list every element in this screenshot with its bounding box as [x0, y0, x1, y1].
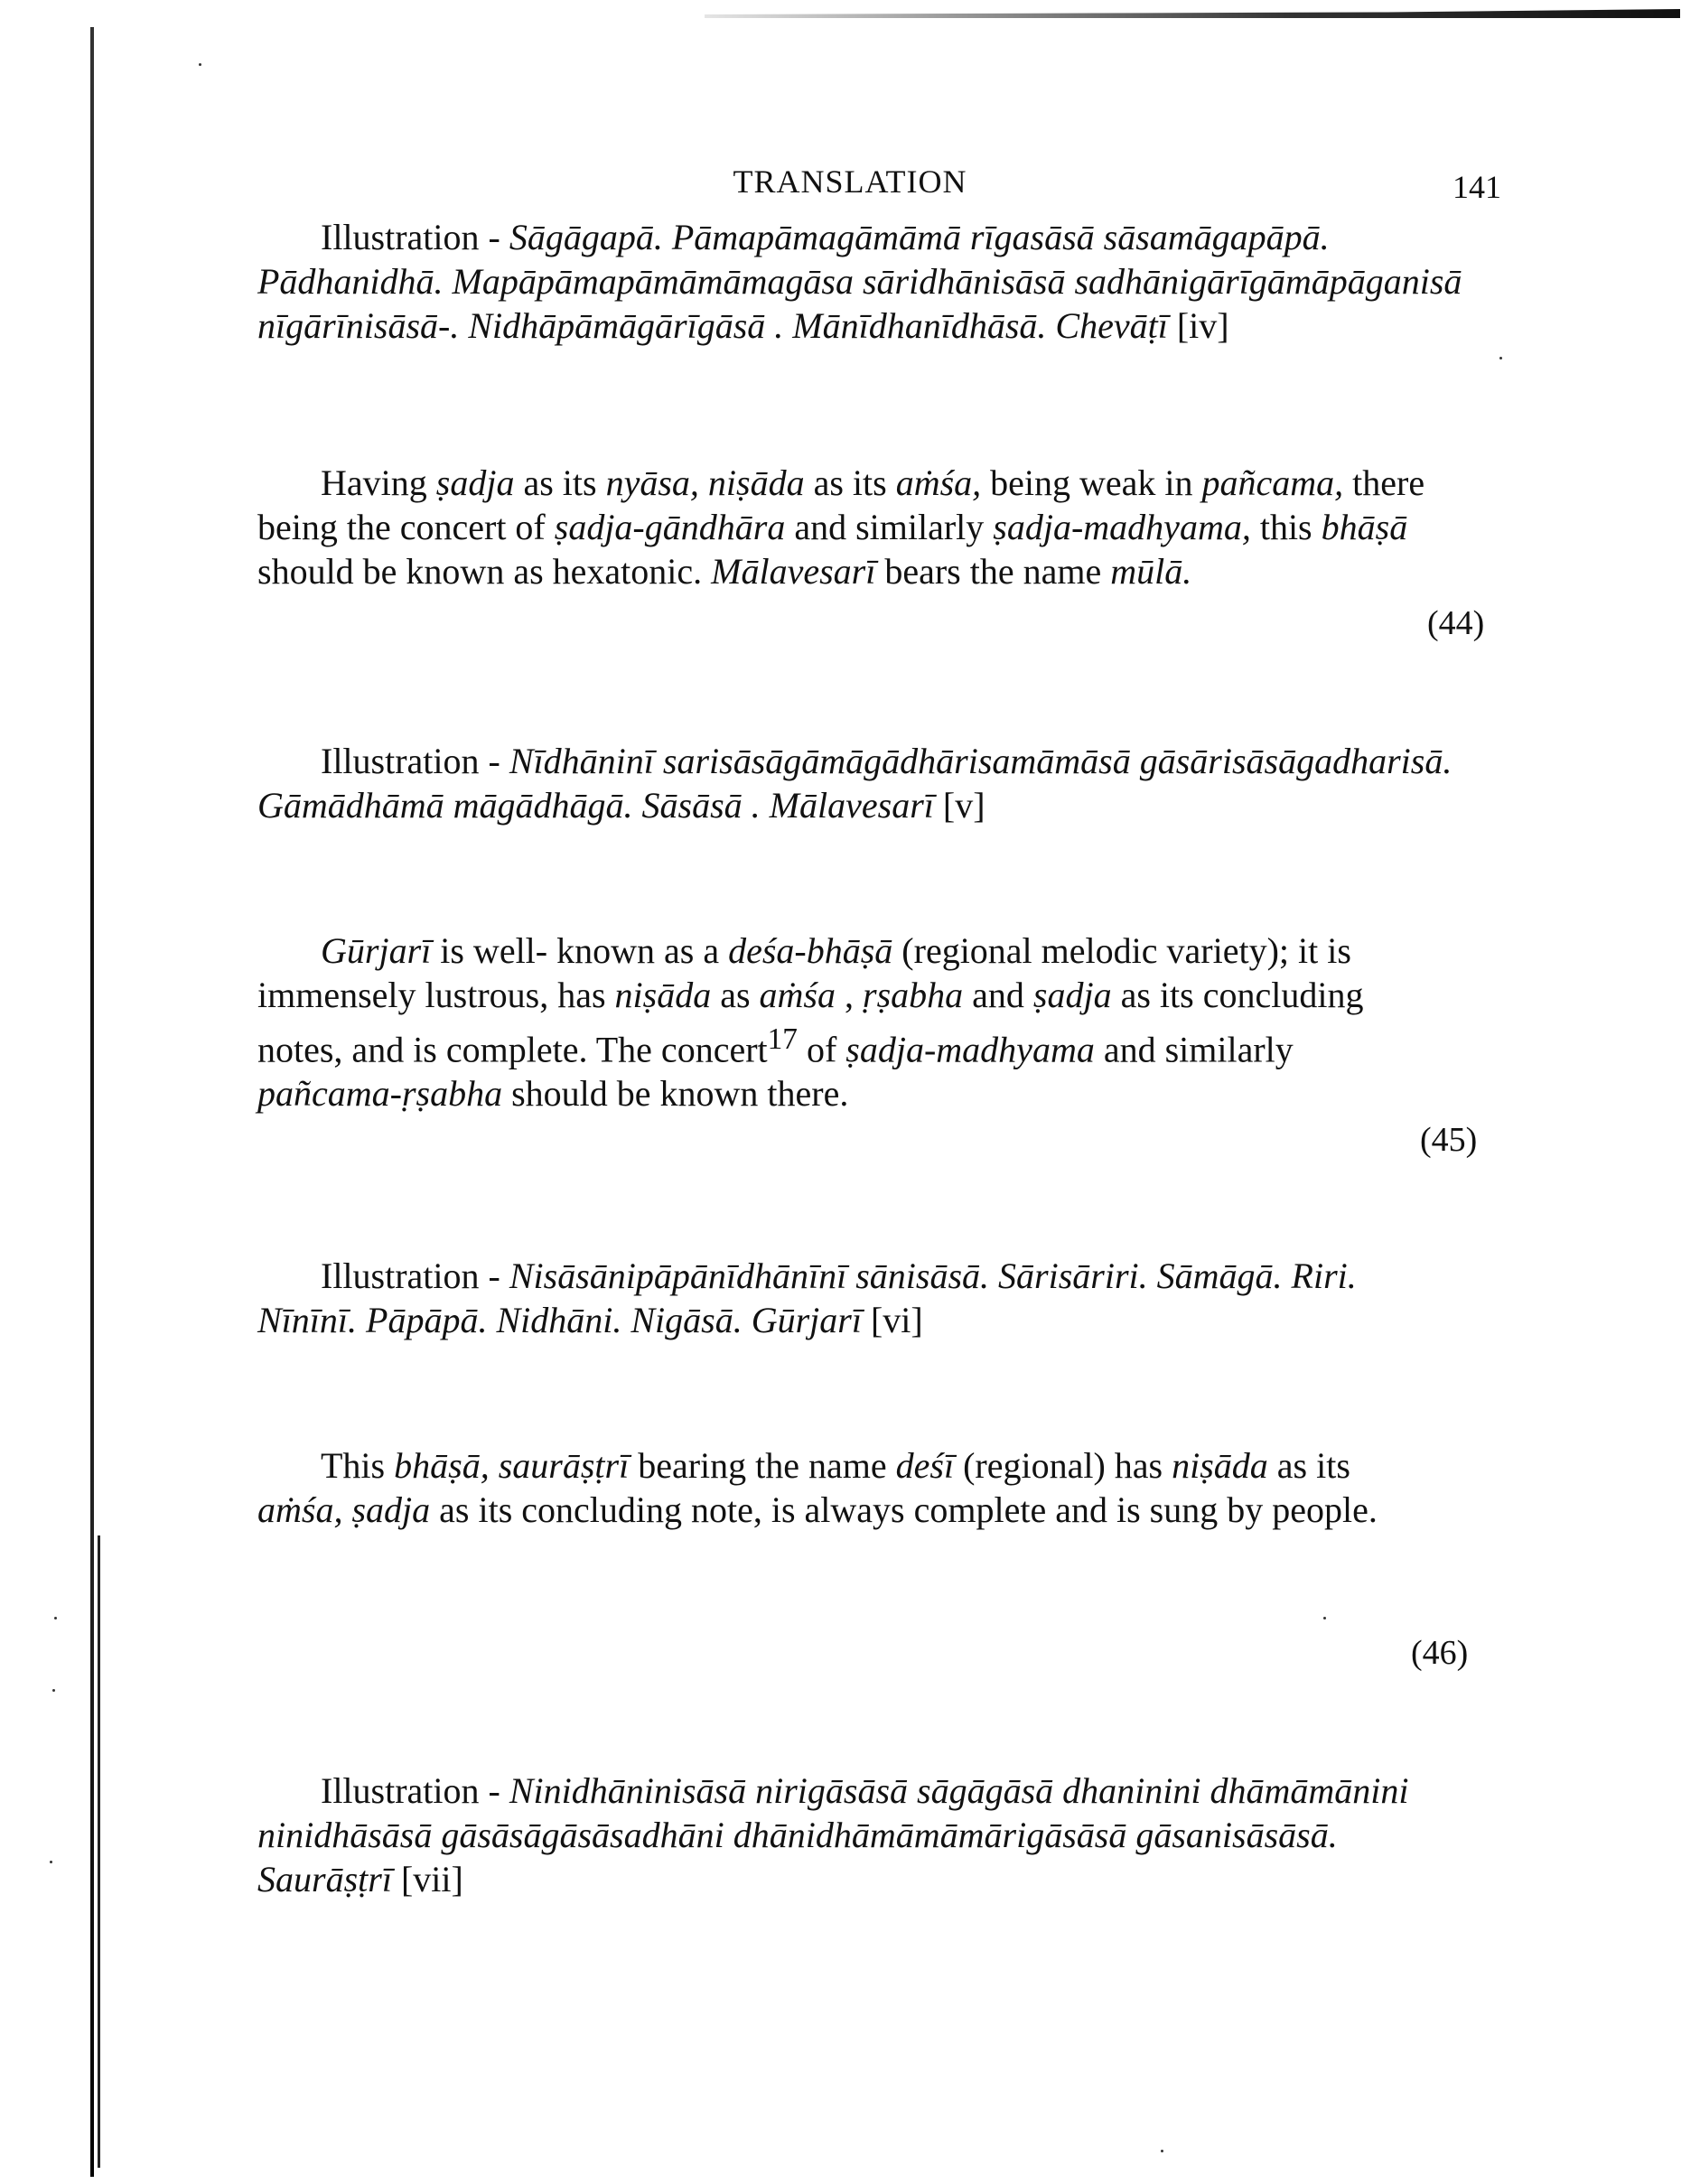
italic-term: ninidhāsāsā gāsāsāgāsāsadhāni dhānidhāmāmāmārigāsāsā gāsanisāsāsā. [257, 1815, 1338, 1855]
text-run: and [963, 975, 1033, 1015]
text-line [257, 783, 1504, 827]
italic-term: bhāṣā [1321, 507, 1408, 547]
text-run: should be known there. [502, 1073, 849, 1115]
text-run: is well- known as a [431, 930, 729, 971]
text-line [257, 303, 1504, 348]
italic-term: deśa-bhāṣā [728, 930, 893, 971]
scan-speck [50, 1861, 52, 1863]
verse-number-44: (44) [1427, 604, 1485, 642]
italic-term: ṣadja [1032, 975, 1112, 1015]
text-run: [vii] [391, 1859, 463, 1899]
text-line [257, 1857, 1504, 1901]
text-run: [vi] [861, 1300, 923, 1340]
italic-term: bhāṣā, saurāṣṭrī [394, 1445, 630, 1486]
running-header-title: TRANSLATION [733, 163, 967, 200]
text-run: Illustration - [321, 217, 509, 257]
italic-term: niṣāda [1172, 1445, 1268, 1486]
italic-term: Nīnīnī. Pāpāpā. Nidhāni. Nigāsā. Gūrjarī [257, 1300, 862, 1340]
italic-term: aṁśa, ṣadja [257, 1489, 431, 1530]
page-number: 141 [1452, 169, 1501, 205]
text-run: Illustration - [321, 1770, 509, 1811]
text-run: as its [804, 462, 896, 503]
italic-term: ṣadja-gāndhāra [554, 507, 786, 547]
text-line [257, 1017, 1504, 1071]
text-run: Illustration - [321, 1255, 509, 1296]
italic-term: Nisāsānipāpānīdhānīnī sānisāsā. Sārisāriri. Sāmāgā. Riri. [509, 1255, 1357, 1296]
italic-term: Nīdhāninī sarisāsāgāmāgādhārisamāmāsā gāsārisāsāgadharisā. [509, 741, 1452, 781]
italic-term: deśī [895, 1445, 955, 1486]
italic-term: Gāmādhāmā māgādhāgā. Sāsāsā . Mālavesarī [257, 785, 934, 826]
text-run: and similarly [1094, 1029, 1294, 1070]
text-line [257, 1769, 1504, 1813]
binding-edge-shadow-lower [98, 1535, 100, 2168]
scan-speck [52, 1689, 55, 1692]
verse-46-paragraph [257, 1443, 1504, 1532]
text-run: (regional) has [954, 1445, 1172, 1486]
scan-speck [199, 63, 201, 66]
text-run: as its [514, 462, 606, 503]
text-line [257, 215, 1504, 259]
text-run: notes, and is complete. The concert [257, 1029, 768, 1070]
text-run: immensely lustrous, has [257, 975, 615, 1015]
text-run: Having [321, 462, 436, 503]
italic-term: ṣadja-madhyama, [993, 507, 1251, 547]
italic-term: Mālavesarī [711, 551, 876, 592]
text-run: Illustration - [321, 741, 509, 781]
text-line [257, 549, 1504, 593]
italic-term: pañcama-ṛṣabha [257, 1073, 503, 1115]
text-run: being the concert of [257, 507, 555, 547]
text-run: of [797, 1029, 846, 1070]
text-line [257, 929, 1504, 973]
text-run: [v] [933, 785, 985, 826]
verse-number-45: (45) [1420, 1121, 1478, 1159]
italic-term: Ninidhāninisāsā nirigāsāsā sāgāgāsā dhaninini dhāmāmānini [509, 1770, 1409, 1811]
italic-term: nyāsa, niṣāda [605, 462, 805, 503]
italic-term: Pādhanidhā. Mapāpāmapāmāmāmagāsa sāridhānisāsā sadhānigārīgāmāpāganisā [257, 261, 1462, 302]
italic-term: Gūrjarī [321, 930, 432, 971]
italic-term: aṁśa [759, 975, 836, 1015]
footnote-marker: 17 [767, 1022, 798, 1056]
text-line [257, 259, 1504, 303]
illustration-v-paragraph [257, 739, 1504, 827]
text-line [257, 1298, 1504, 1342]
text-run: as its concluding note, is always complete and is sung by people. [430, 1489, 1378, 1530]
italic-term: mūlā. [1110, 551, 1192, 592]
text-line [257, 461, 1504, 505]
text-run: (regional melodic variety); it is [892, 930, 1351, 971]
text-run: [iv] [1167, 305, 1229, 346]
scan-speck [1499, 357, 1502, 359]
top-scan-smudge [705, 9, 1680, 18]
text-line [257, 1254, 1504, 1298]
text-run: this [1250, 507, 1322, 547]
text-run: as [711, 975, 760, 1015]
illustration-vii-paragraph [257, 1769, 1504, 1901]
text-line [257, 1813, 1504, 1857]
scan-speck [54, 1617, 57, 1619]
illustration-vi-paragraph [257, 1254, 1504, 1342]
text-run: and similarly [785, 507, 994, 547]
verse-number-46: (46) [1411, 1634, 1469, 1672]
text-line [257, 1443, 1504, 1488]
text-run: as its concluding [1111, 975, 1364, 1015]
italic-term: ṣadja [435, 462, 515, 503]
text-run: bearing the name [629, 1445, 896, 1486]
italic-term: aṁśa, [895, 462, 982, 503]
verse-44-paragraph [257, 461, 1504, 593]
text-run: This [321, 1445, 395, 1486]
text-run: being weak in [981, 462, 1202, 503]
italic-term: ṛṣabha [863, 975, 964, 1015]
text-line [257, 739, 1504, 783]
italic-term: ṣadja-madhyama [845, 1029, 1095, 1070]
binding-edge-shadow [90, 27, 94, 2177]
verse-45-paragraph [257, 929, 1504, 1115]
text-line [257, 1488, 1504, 1532]
italic-term: nīgārīnisāsā-. Nidhāpāmāgārīgāsā . Mānīdhanīdhāsā. Chevāṭī [257, 305, 1168, 346]
text-run: as its [1267, 1445, 1350, 1486]
illustration-iv-paragraph [257, 215, 1504, 348]
text-line [257, 505, 1504, 549]
text-run: there [1343, 462, 1425, 503]
text-run: bears the name [875, 551, 1111, 592]
italic-term: Saurāṣṭrī [257, 1859, 392, 1899]
text-run: , [836, 975, 863, 1015]
text-line [257, 1071, 1504, 1115]
text-run: should be known as hexatonic. [257, 551, 712, 592]
italic-term: Sāgāgapā. Pāmapāmagāmāmā rīgasāsā sāsamāgapāpā. [509, 217, 1330, 257]
italic-term: pañcama, [1201, 462, 1344, 503]
scan-speck [1161, 2150, 1163, 2152]
text-line [257, 973, 1504, 1017]
scan-speck [1323, 1617, 1326, 1619]
italic-term: niṣāda [614, 975, 712, 1015]
